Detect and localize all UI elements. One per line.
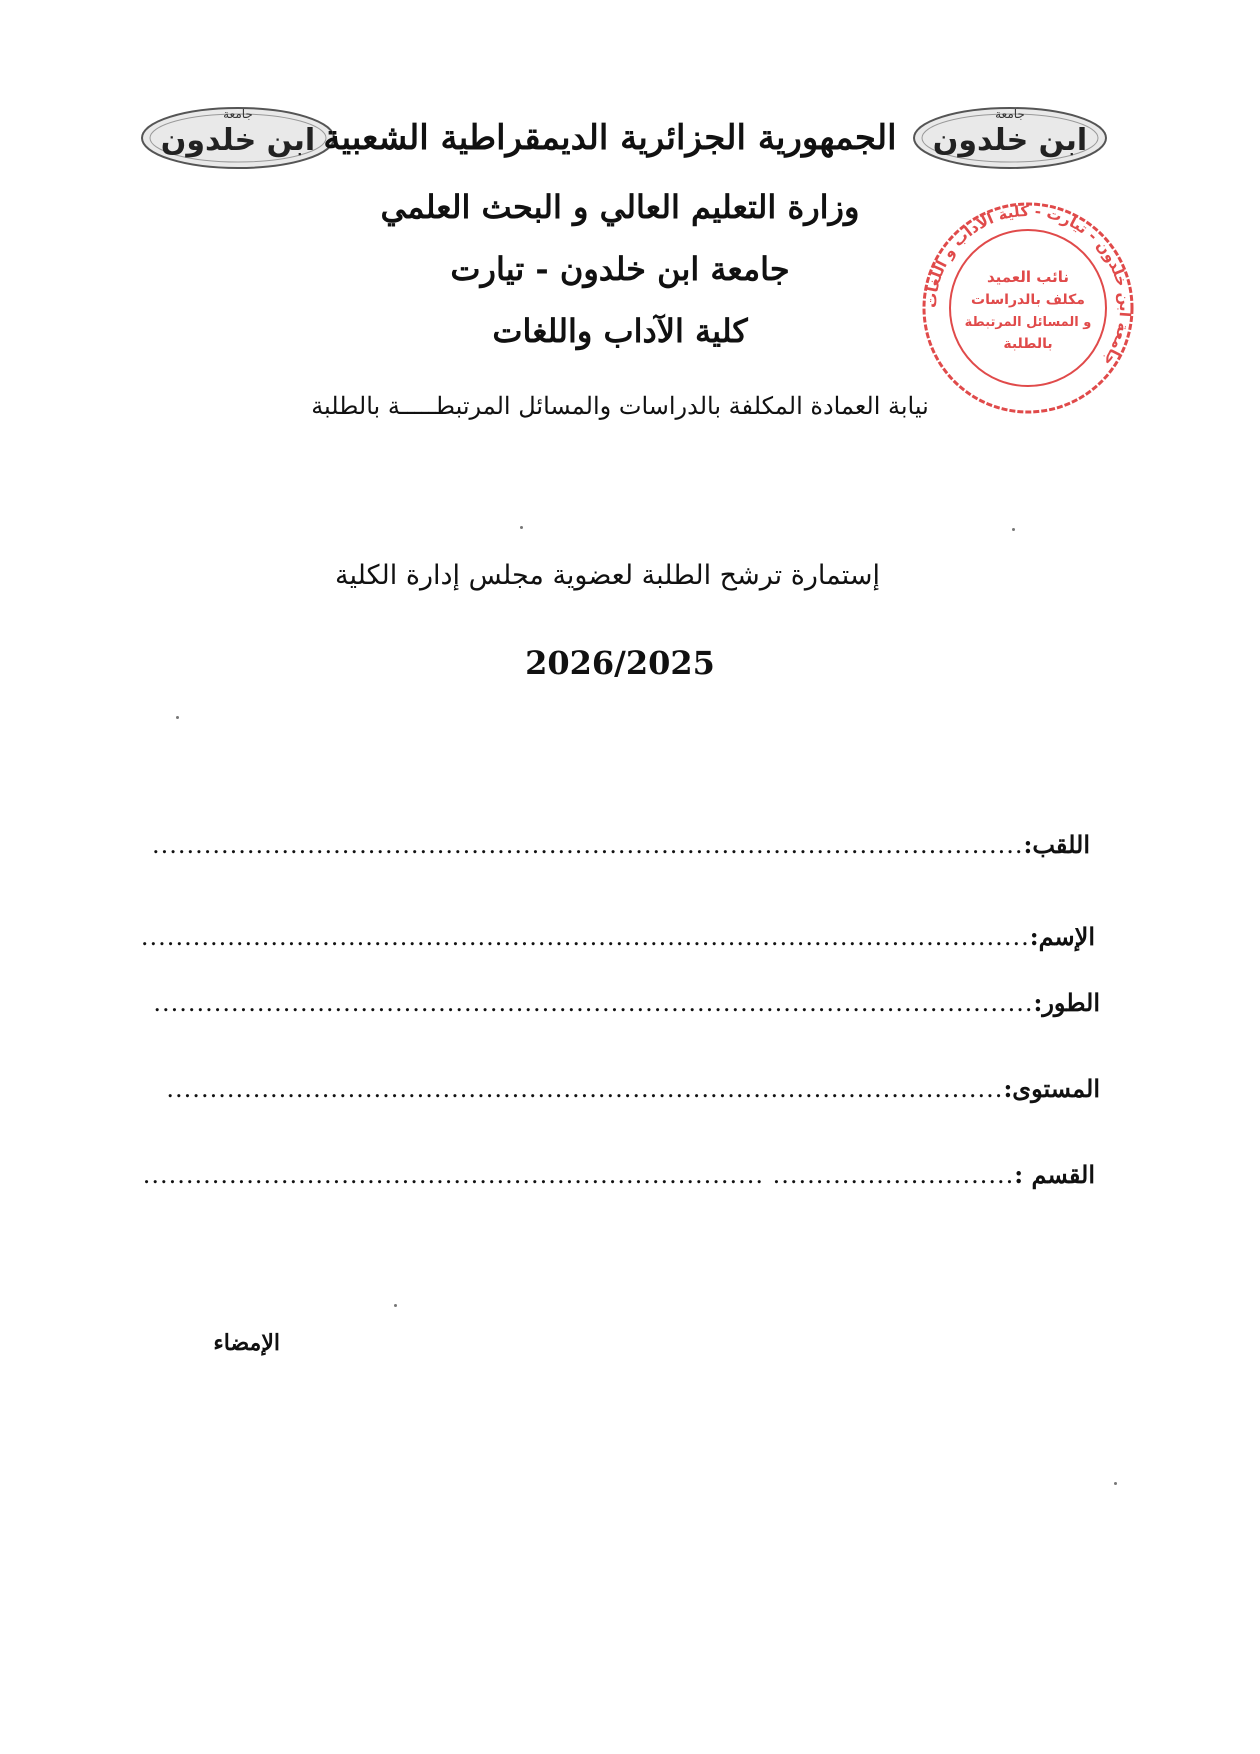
ministry-title: وزارة التعليم العالي و البحث العلمي — [380, 188, 860, 226]
field-fill-line[interactable]: ..................................................................................................... — [151, 831, 1024, 859]
field-label: المستوى: — [1003, 1074, 1100, 1103]
stamp-line-4: بالطلبة — [1003, 336, 1053, 352]
field-level — [166, 1074, 1100, 1103]
logo-right-small-text: جامعة — [995, 107, 1025, 121]
logo-left-small-text: جامعة — [223, 107, 253, 121]
field-fill-line[interactable]: ............................ ........................................................................ — [142, 1161, 1015, 1189]
field-label: الطور: — [1033, 988, 1100, 1017]
field-label: اللقب: — [1023, 830, 1090, 859]
field-label: الإسم: — [1029, 922, 1095, 951]
republic-title: الجمهورية الجزائرية الديمقراطية الشعبية — [323, 118, 897, 158]
scan-speck — [1012, 528, 1015, 531]
vice-dean-office: نيابة العمادة المكلفة بالدراسات والمسائل المرتبطـــــة بالطلبة — [311, 392, 929, 420]
scan-speck — [1114, 1482, 1117, 1485]
field-fill-line[interactable]: ...................................................................................................... — [153, 989, 1034, 1017]
stamp-line-2: مكلف بالدراسات — [971, 292, 1085, 308]
field-fill-line[interactable]: ................................................................................................. — [166, 1075, 1004, 1103]
stamp-outer-text: جامعة ابن خلدون - تيارت - كلية الآداب و اللغات — [921, 201, 1135, 370]
stamp-line-1: نائب العميد — [986, 268, 1070, 286]
logo-right-text: ابن خلدون — [932, 123, 1088, 158]
field-label: القسم : — [1014, 1160, 1095, 1189]
field-surname — [152, 830, 1090, 859]
stamp-line-3: و المسائل المرتبطة — [964, 315, 1092, 330]
faculty-title: كلية الآداب واللغات — [492, 312, 748, 350]
form-title: إستمارة ترشح الطلبة لعضوية مجلس إدارة الكلية — [335, 560, 880, 591]
scan-speck — [394, 1304, 397, 1307]
field-first-name — [141, 922, 1095, 951]
university-title: جامعة ابن خلدون - تيارت — [450, 250, 790, 288]
signature-label: الإمضاء — [213, 1330, 280, 1356]
official-stamp — [918, 198, 1138, 418]
logo-left-text: ابن خلدون — [160, 123, 316, 158]
scan-speck — [520, 526, 523, 529]
field-cycle — [153, 988, 1100, 1017]
scan-speck — [176, 716, 179, 719]
field-department — [143, 1160, 1095, 1189]
field-fill-line[interactable]: ....................................................................................................... — [140, 923, 1030, 951]
academic-year: 2026/2025 — [525, 644, 715, 682]
university-logo-right — [910, 98, 1110, 178]
